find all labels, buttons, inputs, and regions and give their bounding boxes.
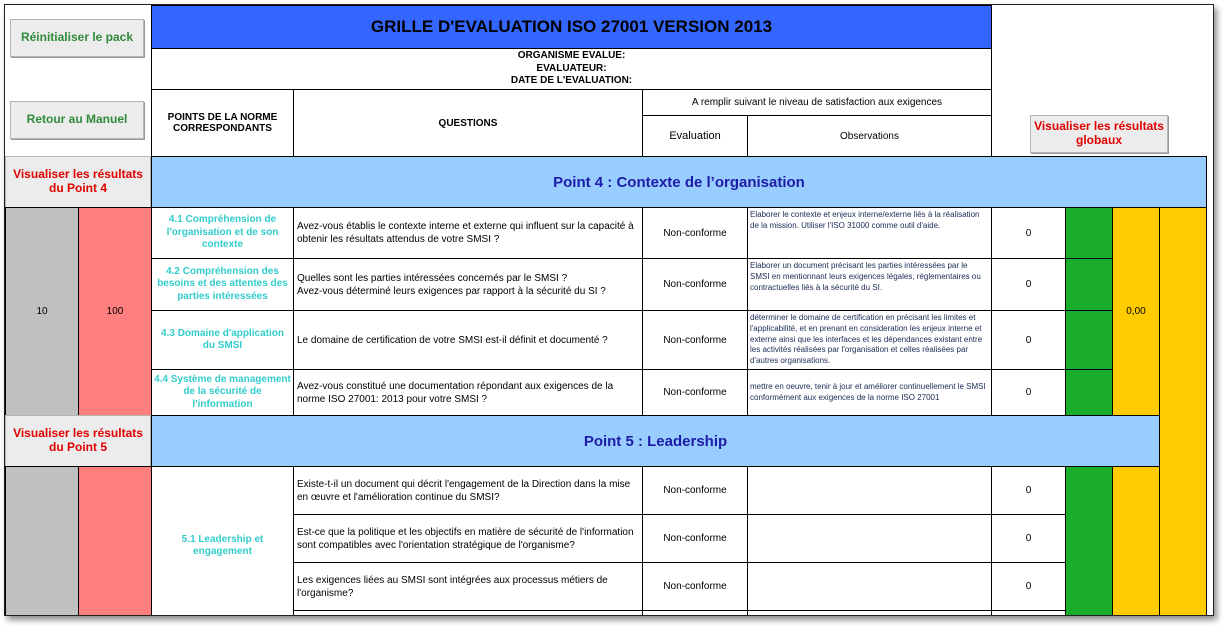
point5-row2-question: Est-ce que la politique et les objectifs en matière de sécurité de l'information sont compatibles avec l'orientation stratégique de l'organisme? (293, 514, 643, 563)
point4-count: 10 (5, 207, 79, 416)
evaluateur-label: EVALUATEUR: (536, 62, 607, 74)
point4-results-button[interactable]: Visualiser les résultats du Point 4 (5, 156, 151, 208)
point5-row3-score: 0 (991, 562, 1066, 611)
point5-row2-evaluation[interactable]: Non-conforme (642, 514, 748, 563)
point4-row2-evaluation[interactable]: Non-conforme (642, 258, 748, 311)
header-evaluation: Evaluation (642, 115, 748, 157)
point5-row2-score: 0 (991, 514, 1066, 563)
point5-row1-evaluation[interactable]: Non-conforme (642, 466, 748, 515)
point4-row2-question: Quelles sont les parties intéressées concernés par le SMSI ? Avez-vous déterminé leurs exigences par rapport à la sécurité du SI ? (293, 258, 643, 311)
point4-row2-observation[interactable]: Elaborer un document précisant les parties intéressées par le SMSI en mentionnant leurs exigences légales, réglementaires ou contractuelles liés à la sécurité du SI. (747, 258, 992, 311)
point4-row2-score: 0 (991, 258, 1066, 311)
point4-row3-observation[interactable]: déterminer le domaine de certification en précisant les limites et l'applicabilité, et en prenant en consideration les enjeux interne et externe ainsi que les interfaces et les dépendances existant entre les activités réalisées par l'organisation et celles réalisées par d'autres organisations. (747, 310, 992, 370)
point4-row3-question: Le domaine de certification de votre SMSI est-il définit et documenté ? (293, 310, 643, 370)
point5-row4-question (293, 610, 643, 616)
point4-row1-question: Avez-vous établis le contexte interne et externe qui influent sur la capacité à obtenir les résultats attendus de votre SMSI ? (293, 207, 643, 259)
point4-row4-observation[interactable]: mettre en oeuvre, tenir à jour et améliorer continuellement le SMSI conformément aux exigences de la norme ISO 27001 (747, 369, 992, 416)
point4-row4-evaluation[interactable]: Non-conforme (642, 369, 748, 416)
point4-row3-evaluation[interactable]: Non-conforme (642, 310, 748, 370)
point5-row4-score (991, 610, 1066, 616)
point4-row2-point: 4.2 Compréhension des besoins et des attentes des parties intéressées (151, 258, 294, 311)
point5-results-button[interactable]: Visualiser les résultats du Point 5 (5, 415, 151, 467)
point4-total: 0,00 (1112, 207, 1160, 416)
global-yellow-column (1159, 207, 1207, 616)
point4-row4-point: 4.4 Système de management de la sécurité de l'information (151, 369, 294, 416)
point4-row3-point: 4.3 Domaine d'application du SMSI (151, 310, 294, 370)
point4-row4-question: Avez-vous constitué une documentation répondant aux exigences de la norme ISO 27001: 2013 pour votre SMSI ? (293, 369, 643, 416)
point5-row4-evaluation[interactable] (642, 610, 748, 616)
point4-row4-green (1065, 369, 1113, 416)
header-satisfaction: A remplir suivant le niveau de satisfaction aux exigences (642, 89, 992, 116)
point5-max (78, 466, 152, 616)
point5-count (5, 466, 79, 616)
reset-pack-button[interactable]: Réinitialiser le pack (10, 19, 144, 57)
point4-max: 100 (78, 207, 152, 416)
point4-row1-score: 0 (991, 207, 1066, 259)
point5-row3-evaluation[interactable]: Non-conforme (642, 562, 748, 611)
point5-row2-observation[interactable] (747, 514, 992, 563)
point5-row3-question: Les exigences liées au SMSI sont intégrées aux processus métiers de l'organisme? (293, 562, 643, 611)
point5-row4-observation[interactable] (747, 610, 992, 616)
point5-row3-observation[interactable] (747, 562, 992, 611)
point4-row4-score: 0 (991, 369, 1066, 416)
global-results-button[interactable]: Visualiser les résultats globaux (1030, 115, 1168, 153)
point4-row1-point: 4.1 Compréhension de l'organisation et de son contexte (151, 207, 294, 259)
organisme-label: ORGANISME EVALUE: (517, 50, 626, 62)
spreadsheet-frame (4, 4, 1214, 616)
point4-row3-green (1065, 310, 1113, 370)
point5-green-column (1065, 466, 1113, 616)
header-observations: Observations (747, 115, 992, 157)
point4-row1-evaluation[interactable]: Non-conforme (642, 207, 748, 259)
evaluation-meta (151, 48, 992, 90)
point5-row1-score: 0 (991, 466, 1066, 515)
point5-row1-question: Existe-t-il un document qui décrit l'engagement de la Direction dans la mise en œuvre et l'amélioration continue du SMSI? (293, 466, 643, 515)
header-questions: QUESTIONS (293, 89, 643, 157)
header-points: POINTS DE LA NORME CORRESPONDANTS (151, 89, 294, 157)
date-label: DATE DE L'EVALUATION: (510, 75, 633, 87)
point4-row1-observation[interactable]: Elaborer le contexte et enjeux interne/externe liés à la réalisation de la mission. Utiliser l'ISO 31000 comme outil d'aide. (747, 207, 992, 259)
point5-row1-observation[interactable] (747, 466, 992, 515)
page-title: GRILLE D'EVALUATION ISO 27001 VERSION 2013 (151, 5, 992, 49)
point4-row1-green (1065, 207, 1113, 259)
point5-total (1112, 466, 1160, 616)
point5-point: 5.1 Leadership et engagement (151, 466, 294, 616)
section-point4: Point 4 : Contexte de l’organisation (151, 156, 1207, 208)
point4-row2-green (1065, 258, 1113, 311)
point4-row3-score: 0 (991, 310, 1066, 370)
section-point5: Point 5 : Leadership (151, 415, 1160, 467)
back-to-manual-button[interactable]: Retour au Manuel (10, 101, 144, 139)
